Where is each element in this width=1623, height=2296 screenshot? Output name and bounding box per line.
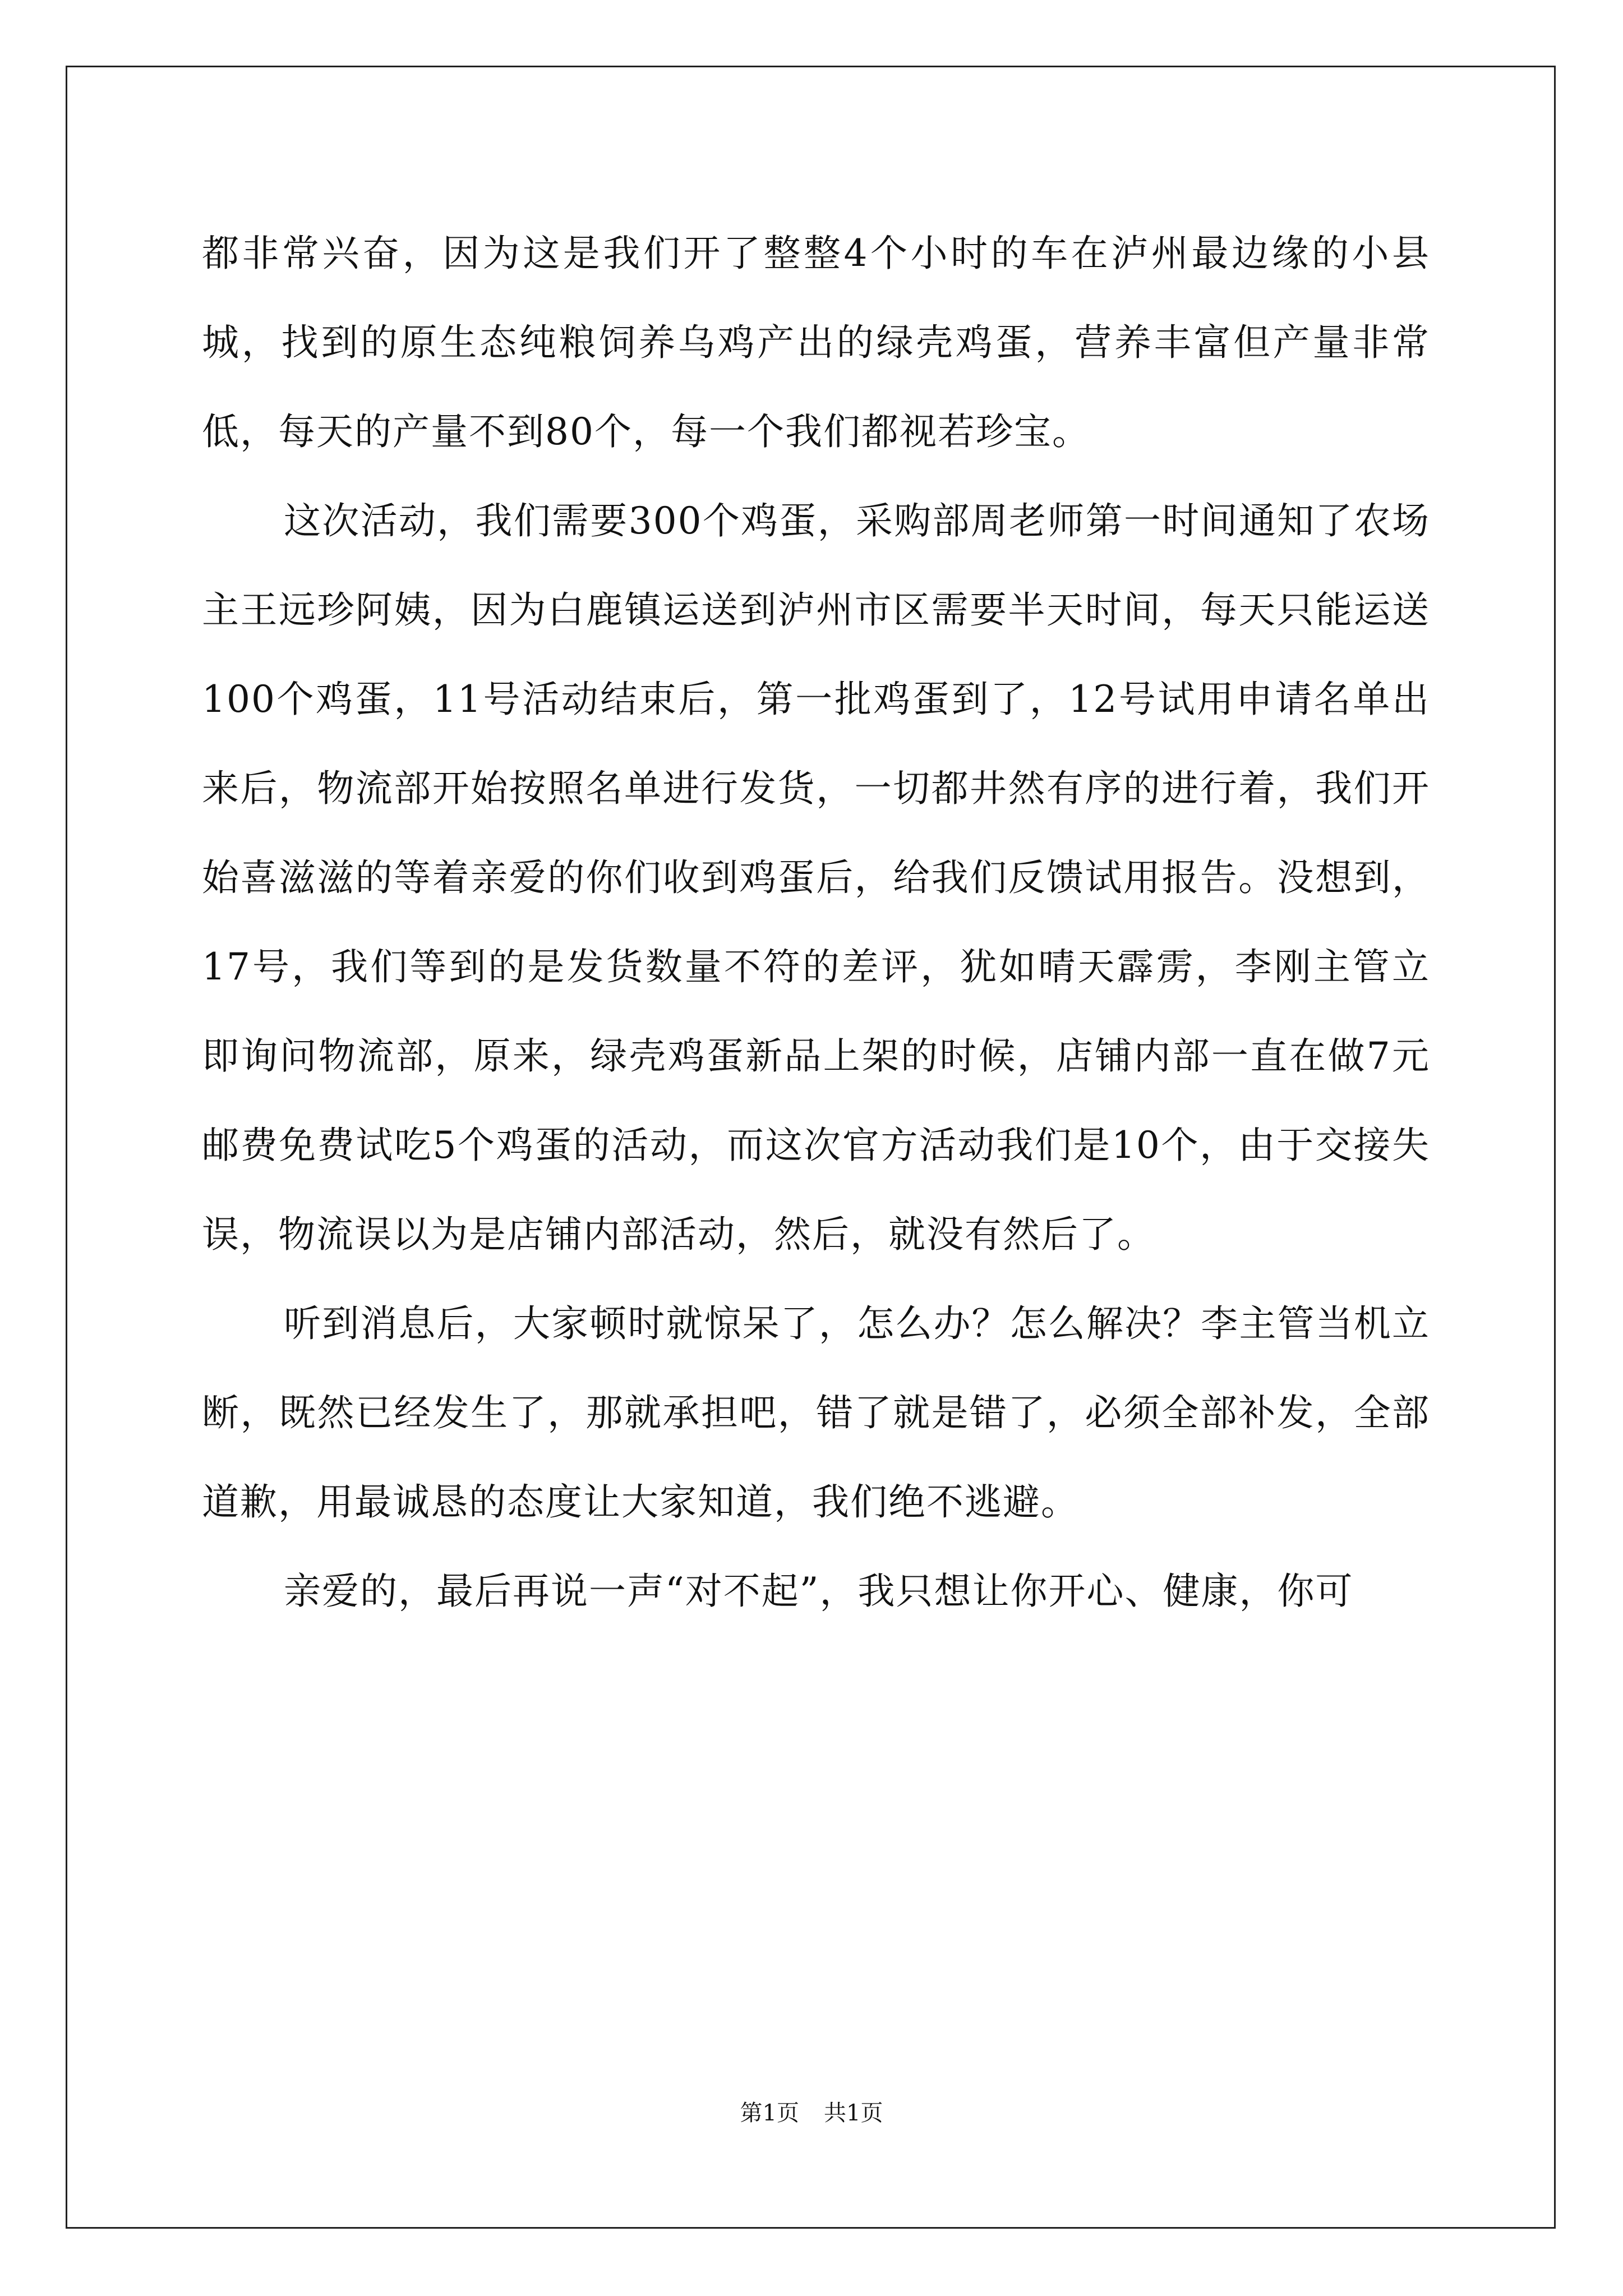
paragraph-3: 听到消息后，大家顿时就惊呆了，怎么办？怎么解决？李主管当机立断，既然已经发生了，那就承担吧，错了就是错了，必须全部补发，全部道歉，用最诚恳的态度让大家知道，我们绝不逃避。	[202, 1302, 1430, 1524]
document-body	[202, 209, 1430, 1636]
paragraph-1: 都非常兴奋，因为这是我们开了整整4个小时的车在泸州最边缘的小县城，找到的原生态纯粮饲养乌鸡产出的绿壳鸡蛋，营养丰富但产量非常低，每天的产量不到80个，每一个我们都视若珍宝。	[202, 232, 1430, 453]
page-number: 第1页	[740, 2100, 799, 2126]
paragraph-2: 这次活动，我们需要300个鸡蛋，采购部周老师第一时间通知了农场主王远珍阿姨，因为白鹿镇运送到泸州市区需要半天时间，每天只能运送100个鸡蛋，11号活动结束后，第一批鸡蛋到了，12号试用申请名单出来后，物流部开始按照名单进行发货，一切都井然有序的进行着，我们开始喜滋滋的等着亲爱的你们收到鸡蛋后，给我们反馈试用报告。没想到，17号，我们等到的是发货数量不符的差评，犹如晴天霹雳，李刚主管立即询问物流部，原来，绿壳鸡蛋新品上架的时候，店铺内部一直在做7元邮费免费试吃5个鸡蛋的活动，而这次官方活动我们是10个，由于交接失误，物流误以为是店铺内部活动，然后，就没有然后了。	[202, 499, 1430, 1256]
paragraph-4: 亲爱的，最后再说一声“对不起”，我只想让你开心、健康，你可	[284, 1570, 1354, 1613]
page-footer	[0, 2099, 1623, 2127]
page-total: 共1页	[824, 2100, 883, 2126]
